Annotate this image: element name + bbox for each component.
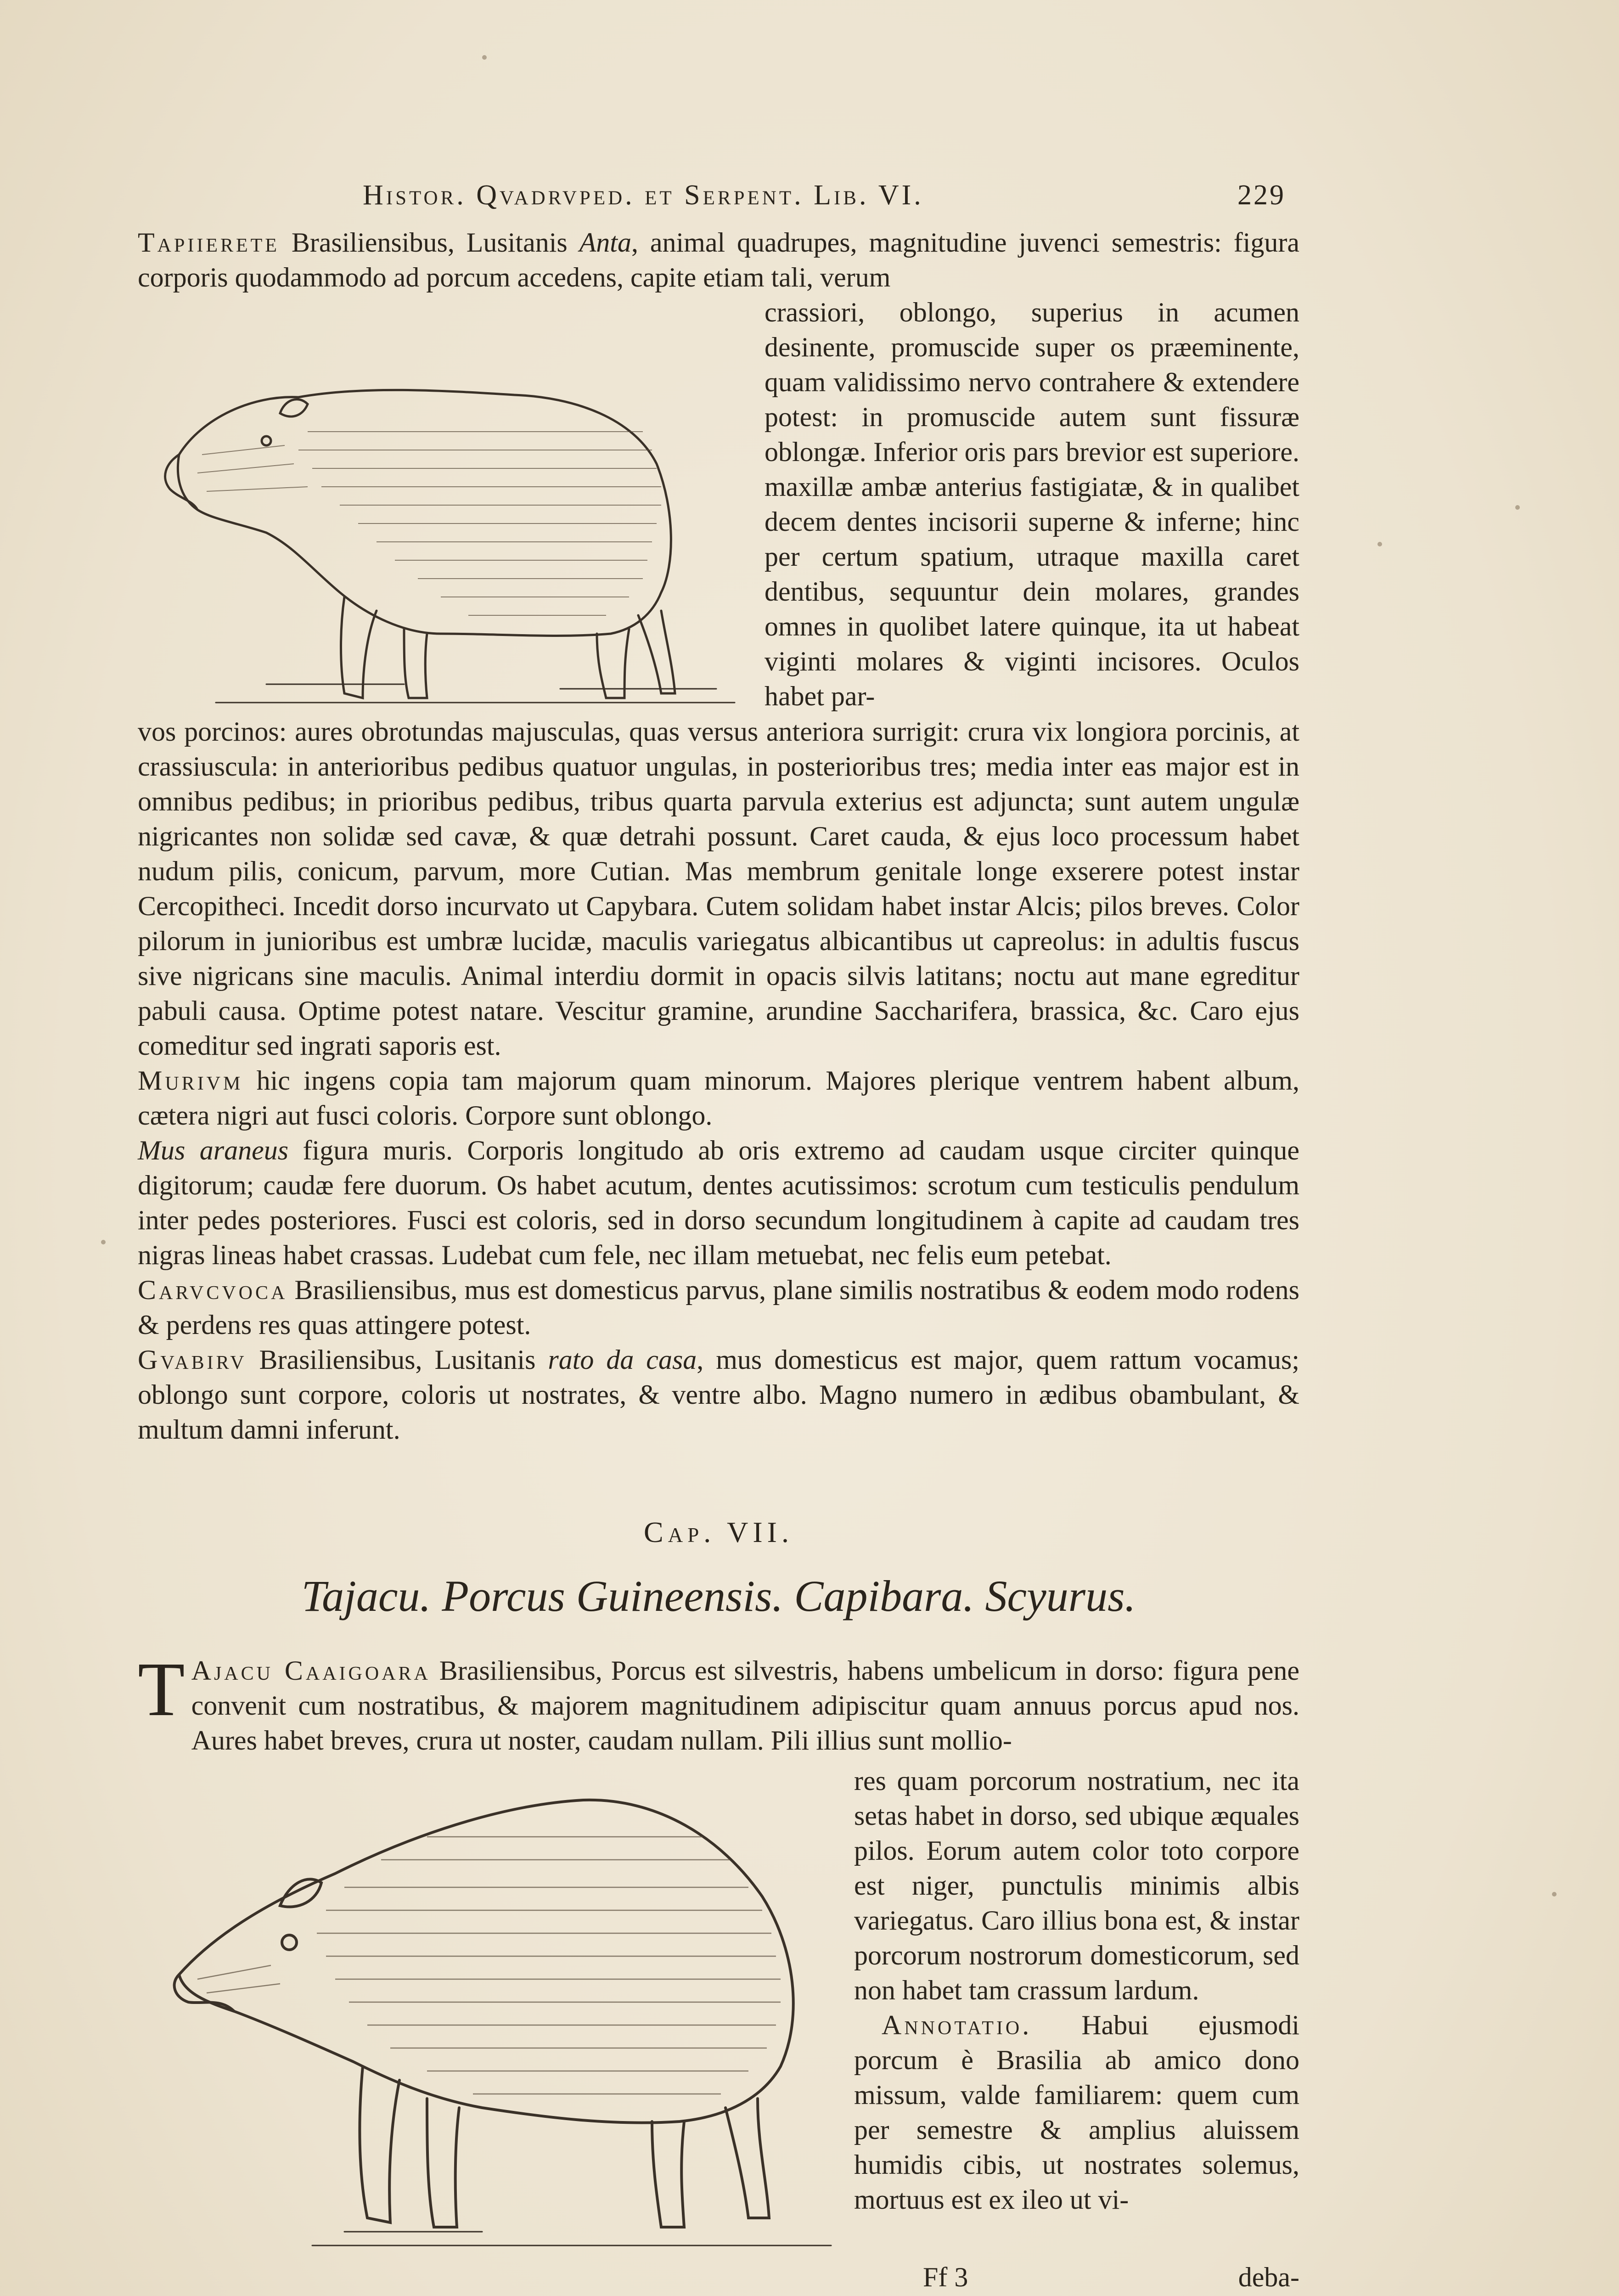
- signature-mark: Ff 3: [923, 2262, 968, 2292]
- tapiierete-right-column: [765, 295, 1299, 714]
- page-footer: [923, 2262, 1299, 2296]
- annotatio-lead: Annotatio.: [882, 2010, 1032, 2040]
- paper-speck: [1515, 505, 1520, 510]
- gvabirv-text-b: , mus domesticus est major, quem rattum vocamus; oblongo sunt corpore, coloris ut nostrates, & ventre albo. Magno numero in ædibus obambulant, & multum damni inferunt.: [138, 1345, 1300, 1445]
- paper-speck: [1377, 542, 1382, 546]
- tapiierete-lead: Tapiierete: [138, 227, 280, 258]
- paper-speck: [1552, 1892, 1557, 1896]
- chapter-title: Tajacu. Porcus Guineensis. Capibara. Scyurus.: [301, 1571, 1136, 1621]
- anta-italic: Anta: [579, 227, 631, 258]
- peccary-illustration: [152, 1768, 854, 2264]
- annotatio-paragraph: [854, 2008, 1299, 2217]
- tapiierete-intro: [138, 225, 1299, 295]
- tajacu-intro: [138, 1647, 1299, 1758]
- drop-cap: T: [138, 1647, 185, 1732]
- tajacu-right-text: res quam porcorum nostratium, nec ita setas habet in dorso, sed ubique æquales pilos. Eorum autem color toto corpore est niger, punctulis minimis albis variegatus. Caro illius bona est, & instar porcorum nostrorum domesticorum, sed non habet tam crassum lardum.: [854, 1766, 1299, 2005]
- page-number: 229: [1237, 180, 1286, 211]
- tapiierete-text-a: Brasiliensibus, Lusitanis: [279, 227, 579, 258]
- tapir-illustration: [147, 317, 758, 712]
- paper-speck: [482, 55, 487, 60]
- annotatio-text: Habui ejusmodi porcum è Brasilia ab amico dono missum, valde familiarem: quem cum per semestre & amplius aluissem humidis cibis, ut nostrates solemus, mortuus est ex ileo ut vi-: [854, 2010, 1299, 2215]
- carvcvoca-text: Brasiliensibus, mus est domesticus parvus, plane similis nostratibus & eodem modo rodens & perdens res quas attingere potest.: [138, 1275, 1299, 1340]
- tapir-woodcut: [147, 317, 758, 712]
- carvcvoca-lead: Carvcvoca: [138, 1275, 288, 1305]
- mus-araneus-text: figura muris. Corporis longitudo ab oris extremo ad caudam usque circiter quinque digitorum; caudæ fere duorum. Os habet acutum, dentes acutissimos: scrotum cum testiculis pendulum inter pedes posteriores. Fusci est coloris, sed in dorso secundum longitudinem à capite ad caudam tres nigras lineas habet crassas. Ludebat cum fele, nec illam metuebat, nec felis eum petebat.: [138, 1135, 1299, 1270]
- paper-speck: [101, 1240, 106, 1244]
- running-title: Histor. Qvadrvped. et Serpent. Lib. VI.: [363, 180, 924, 211]
- murium-paragraph: [138, 1063, 1299, 1133]
- carvcvoca-paragraph: [138, 1272, 1299, 1342]
- mus-araneus-paragraph: [138, 1133, 1299, 1272]
- peccary-woodcut: [152, 1768, 854, 2264]
- gvabirv-lead: Gvabirv: [138, 1345, 247, 1375]
- murium-lead: Murivm: [138, 1065, 243, 1096]
- tajacu-top-text: Brasiliensibus, Porcus est silvestris, habens umbelicum in dorso: figura pene convenit cum nostratibus, & majorem magnitudinem adipiscitur quam annuus porcus apud nos. Aures habet breves, crura ut noster, caudam nullam. Pili illius sunt mollio-: [191, 1655, 1299, 1756]
- murium-text: hic ingens copia tam majorum quam minorum. Majores plerique ventrem habent album, cætera nigri aut fusci coloris. Corpore sunt oblongo.: [138, 1065, 1299, 1131]
- mus-araneus-lead: Mus araneus: [138, 1135, 289, 1165]
- catchword: deba-: [1238, 2262, 1299, 2292]
- rato-da-casa-italic: rato da casa: [548, 1345, 697, 1375]
- tapiierete-rest-text: vos porcinos: aures obrotundas majusculas, quas versus anteriora surrigit: crura vix longiora porcinis, at crassiuscula: in anterioribus pedibus quatuor ungulas, in posterioribus tres; media inter eas major est in omnibus pedibus; in prioribus pedibus, tribus quarta parvula exterius est adjuncta; sunt autem ungulæ nigricantes non solidæ sed cavæ, & quæ detrahi possunt. Caret cauda, & ejus loco processum habet nudum pilis, conicum, parvum, more Cutian. Mas membrum genitale longe exserere potest instar Cercopitheci. Incedit dorso incurvato ut Capybara. Cutem solidam habet instar Alcis; pilos breves. Color pilorum in junioribus est umbræ lucidæ, maculis variegatus albicantibus ut capreolus: in adultis fuscus sive nigricans sine maculis. Animal interdiu dormit in opacis silvis latitans; noctu aut mane egreditur pabuli causa. Optime potest natare. Vescitur gramine, arundine Saccharifera, brassica, &c. Caro ejus comeditur sed ingrati saporis est.: [138, 716, 1299, 1061]
- tapiierete-right-text: crassiori, oblongo, superius in acumen desinente, promuscide super os præeminente, quam validissimo nervo contrahere & extendere potest: in promuscide autem sunt fissuræ oblongæ. Inferior oris pars brevior est superiore. maxillæ ambæ anterius fastigiatæ, & in qualibet decem dentes incisorii superne & inferne; hinc per certum spatium, utraque maxilla caret dentibus, sequuntur dein molares, grandes omnes in quolibet latere quinque, ita ut habeat viginti molares & viginti incisores. Oculos habet par-: [765, 297, 1299, 711]
- running-head: [363, 179, 1286, 220]
- tajacu-right-column: [854, 1763, 1299, 2217]
- main-text-block: [138, 714, 1299, 1447]
- tajacu-lead: Ajacu Caaigoara: [191, 1655, 431, 1686]
- tapiierete-text-b: , animal quadrupes, magnitudine juvenci semestris: figura corporis quodammodo ad porcum accedens, capite etiam tali, verum: [138, 227, 1300, 293]
- gvabirv-text-a: Brasiliensibus, Lusitanis: [247, 1345, 548, 1375]
- gvabirv-paragraph: [138, 1342, 1299, 1447]
- chapter-number: Cap. VII.: [644, 1516, 793, 1548]
